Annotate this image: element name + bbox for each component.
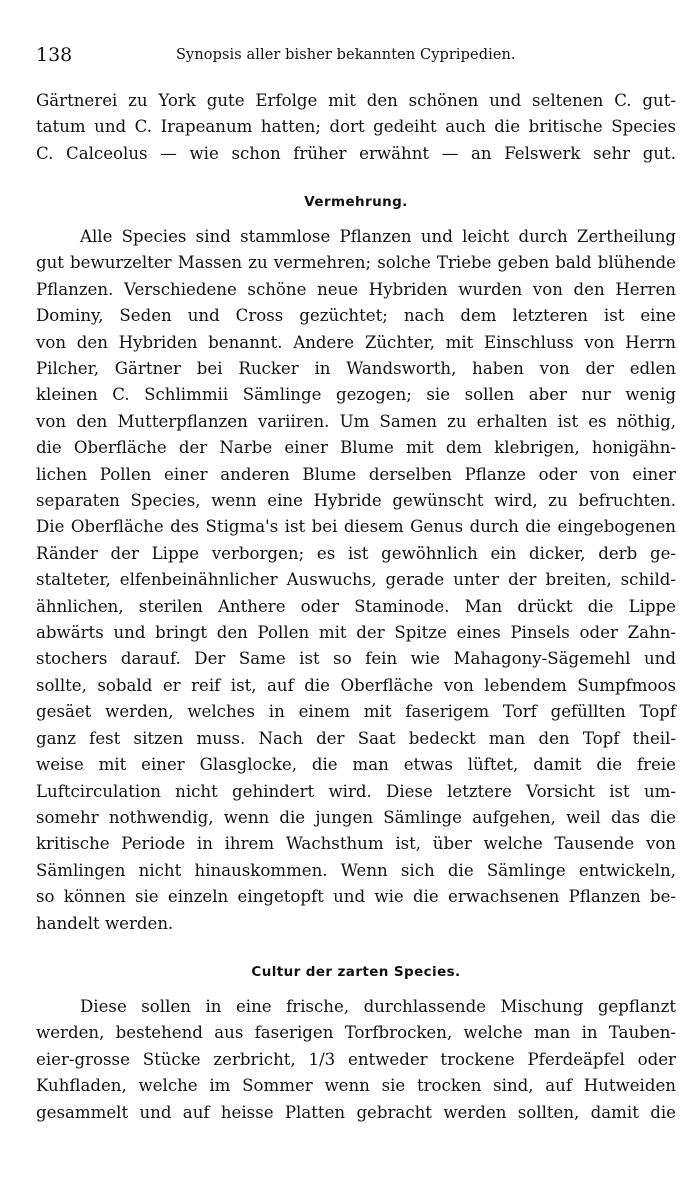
text-line: kleinen C. Schlimmii Sämlinge gezogen; sie sollen aber nur wenig bbox=[36, 385, 676, 404]
text-line: von den Hybriden benannt. Andere Züchter, mit Einschluss von Herrn bbox=[36, 333, 676, 352]
text-line: ganz fest sitzen muss. Nach der Saat bedeckt man den Topf theil- bbox=[36, 729, 676, 748]
text-line: von den Mutterpflanzen variiren. Um Samen zu erhalten ist es nöthig, bbox=[36, 412, 676, 431]
section-heading-cultur: Cultur der zarten Species. bbox=[251, 964, 461, 980]
text-line: ähnlichen, sterilen Anthere oder Staminode. Man drückt die Lippe bbox=[36, 597, 676, 616]
text-line: Gärtnerei zu York gute Erfolge mit den schönen und seltenen C. gut- bbox=[36, 91, 676, 110]
text-line: Dominy, Seden und Cross gezüchtet; nach dem letzteren ist eine bbox=[36, 306, 676, 325]
text-line: Die Oberfläche des Stigma's ist bei diesem Genus durch die eingebogenen bbox=[36, 517, 676, 536]
text-line: so können sie einzeln eingetopft und wie die erwachsenen Pflanzen be- bbox=[36, 887, 676, 906]
text-line: Pilcher, Gärtner bei Rucker in Wandsworth, haben von der edlen bbox=[36, 359, 676, 378]
text-line: werden, bestehend aus faserigen Torfbrocken, welche man in Tauben- bbox=[36, 1023, 676, 1042]
text-line: abwärts und bringt den Pollen mit der Spitze eines Pinsels oder Zahn- bbox=[36, 623, 676, 642]
text-line: lichen Pollen einer anderen Blume derselben Pflanze oder von einer bbox=[36, 465, 676, 484]
text-line: stalteter, elfenbeinähnlicher Auswuchs, gerade unter der breiten, schild- bbox=[36, 570, 676, 589]
text-line: Luftcirculation nicht gehindert wird. Diese letztere Vorsicht ist um- bbox=[36, 782, 676, 801]
text-line: tatum und C. Irapeanum hatten; dort gedeiht auch die britische Species bbox=[36, 117, 676, 136]
text-line: sollte, sobald er reif ist, auf die Oberfläche von lebendem Sumpfmoos bbox=[36, 676, 676, 695]
text-line: Pflanzen. Verschiedene schöne neue Hybriden wurden von den Herren bbox=[36, 280, 676, 299]
section-heading-vermehrung: Vermehrung. bbox=[304, 194, 408, 210]
running-head: Synopsis aller bisher bekannten Cypripedien. bbox=[176, 47, 516, 63]
text-line: eier-grosse Stücke zerbricht, 1/3 entweder trockene Pferdeäpfel oder bbox=[36, 1050, 676, 1069]
text-line: kritische Periode in ihrem Wachsthum ist, über welche Tausende von bbox=[36, 834, 676, 853]
text-line: gesäet werden, welches in einem mit faserigem Torf gefüllten Topf bbox=[36, 702, 676, 721]
text-line: gesammelt und auf heisse Platten gebracht werden sollten, damit die bbox=[36, 1103, 676, 1122]
text-line: weise mit einer Glasglocke, die man etwas lüftet, damit die freie bbox=[36, 755, 676, 774]
text-line: separaten Species, wenn eine Hybride gewünscht wird, zu befruchten. bbox=[36, 491, 676, 510]
text-line: Ränder der Lippe verborgen; es ist gewöhnlich ein dicker, derb ge- bbox=[36, 544, 676, 563]
text-line: C. Calceolus — wie schon früher erwähnt — an Felswerk sehr gut. bbox=[36, 144, 676, 163]
page-header bbox=[36, 44, 656, 70]
text-line: die Oberfläche der Narbe einer Blume mit dem klebrigen, honigähn- bbox=[36, 438, 676, 457]
text-line: stochers darauf. Der Same ist so fein wie Mahagony-Sägemehl und bbox=[36, 649, 676, 668]
page-number: 138 bbox=[36, 44, 73, 66]
text-line: handelt werden. bbox=[36, 914, 174, 933]
text-line: Alle Species sind stammlose Pflanzen und leicht durch Zertheilung bbox=[80, 227, 676, 246]
text-line: Sämlingen nicht hinauskommen. Wenn sich die Sämlinge entwickeln, bbox=[36, 861, 676, 880]
text-line: gut bewurzelter Massen zu vermehren; solche Triebe geben bald blühende bbox=[36, 253, 676, 272]
text-line: somehr nothwendig, wenn die jungen Sämlinge aufgehen, weil das die bbox=[36, 808, 676, 827]
text-line: Kuhfladen, welche im Sommer wenn sie trocken sind, auf Hutweiden bbox=[36, 1076, 676, 1095]
text-line: Diese sollen in eine frische, durchlassende Mischung gepflanzt bbox=[80, 997, 676, 1016]
